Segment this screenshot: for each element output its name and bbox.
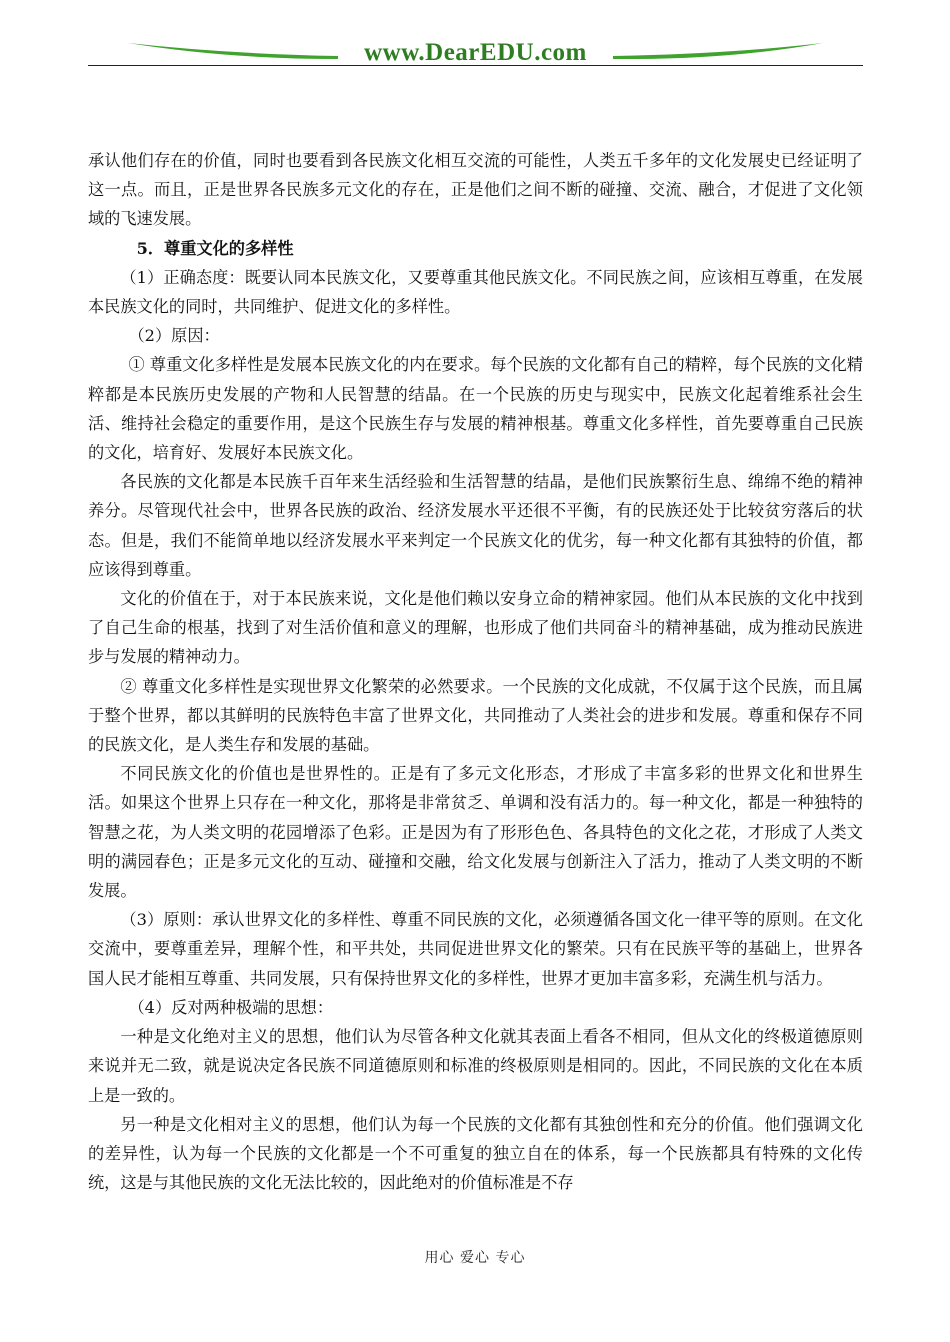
paragraph-relativism: 另一种是文化相对主义的思想，他们认为每一个民族的文化都有其独创性和充分的价值。他们强调文化的差异性，认为每一个民族的文化都是一个不可重复的独立自在的体系，每一个民族都具有特殊的文化传统，这是与其他民族的文化无法比较的，因此绝对的价值标准是不存 (88, 1114, 863, 1193)
paragraph-culture-value: 文化的价值在于，对于本民族来说，文化是他们赖以安身立命的精神家园。他们从本民族的文化中找到了自己生命的根基，找到了对生活价值和意义的理解，也形成了他们共同奋斗的精神基础，成为推动民族进步与发展的精神动力。 (88, 589, 863, 667)
header-divider (88, 65, 863, 66)
paragraph-absolutism: 一种是文化绝对主义的思想，他们认为尽管各种文化就其表面上看各不相同，但从文化的终极道德原则来说并无二致，就是说决定各民族不同道德原则和标准的终极原则是相同的。因此，不同民族的文化在本质上是一致的。 (88, 1027, 863, 1105)
document-body (88, 146, 863, 1197)
page-footer: 用心 爱心 专心 (424, 1250, 526, 1266)
paragraph-correct-attitude: （1）正确态度：既要认同本民族文化，又要尊重其他民族文化。不同民族之间，应该相互尊重，在发展本民族文化的同时，共同维护、促进文化的多样性。 (88, 267, 863, 317)
paragraph-continuation: 承认他们存在的价值，同时也要看到各民族文化相互交流的可能性，人类五千多年的文化发展史已经证明了这一点。而且，正是世界各民族多元文化的存在，正是他们之间不断的碰撞、交流、融合，才促进了文化领域的飞速发展。 (88, 151, 863, 229)
brand-logo-text[interactable]: www.DearEDU.com (364, 39, 587, 66)
section-heading: 5．尊重文化的多样性 (136, 238, 294, 258)
paragraph-reason-one: ① 尊重文化多样性是发展本民族文化的内在要求。每个民族的文化都有自己的精粹，每个民族的文化精粹都是本民族历史发展的产物和人民智慧的结晶。在一个民族的历史与现实中，民族文化起着维系社会生活、维持社会稳定的重要作用，是这个民族生存与发展的精神根基。尊重文化多样性，首先要尊重自己民族的文化，培育好、发展好本民族文化。 (88, 355, 863, 463)
paragraph-world-value: 不同民族文化的价值也是世界性的。正是有了多元文化形态，才形成了丰富多彩的世界文化和世界生活。如果这个世界上只存在一种文化，那将是非常贫乏、单调和没有活力的。每一种文化，都是一种独特的智慧之花，为人类文明的花园增添了色彩。正是因为有了形形色色、各具特色的文化之花，才形成了人类文明的满园春色；正是多元文化的互动、碰撞和交融，给文化发展与创新注入了活力，推动了人类文明的不断发展。 (88, 764, 863, 901)
paragraph-principle: （3）原则：承认世界文化的多样性、尊重不同民族的文化，必须遵循各国文化一律平等的原则。在文化交流中，要尊重差异，理解个性，和平共处，共同促进世界文化的繁荣。只有在民族平等的基础上，世界各国人民才能相互尊重、共同发展，只有保持世界文化的多样性，世界才更加丰富多彩，充满生机与活力。 (88, 910, 863, 988)
paragraph-reasons-label: （2）原因： (128, 326, 220, 346)
paragraph-reason-two: ② 尊重文化多样性是实现世界文化繁荣的必然要求。一个民族的文化成就，不仅属于这个民族，而且属于整个世界，都以其鲜明的民族特色丰富了世界文化，共同推动了人类社会的进步和发展。尊重和保存不同的民族文化，是人类生存和发展的基础。 (88, 676, 863, 755)
paragraph-national-culture: 各民族的文化都是本民族千百年来生活经验和生活智慧的结晶，是他们民族繁衍生息、绵绵不绝的精神养分。尽管现代社会中，世界各民族的政治、经济发展水平还很不平衡，有的民族还处于比较贫穷落后的状态。但是，我们不能简单地以经济发展水平来判定一个民族文化的优劣，每一种文化都有其独特的价值，都应该得到尊重。 (88, 472, 863, 579)
paragraph-extremes-label: （4）反对两种极端的思想： (128, 997, 334, 1017)
